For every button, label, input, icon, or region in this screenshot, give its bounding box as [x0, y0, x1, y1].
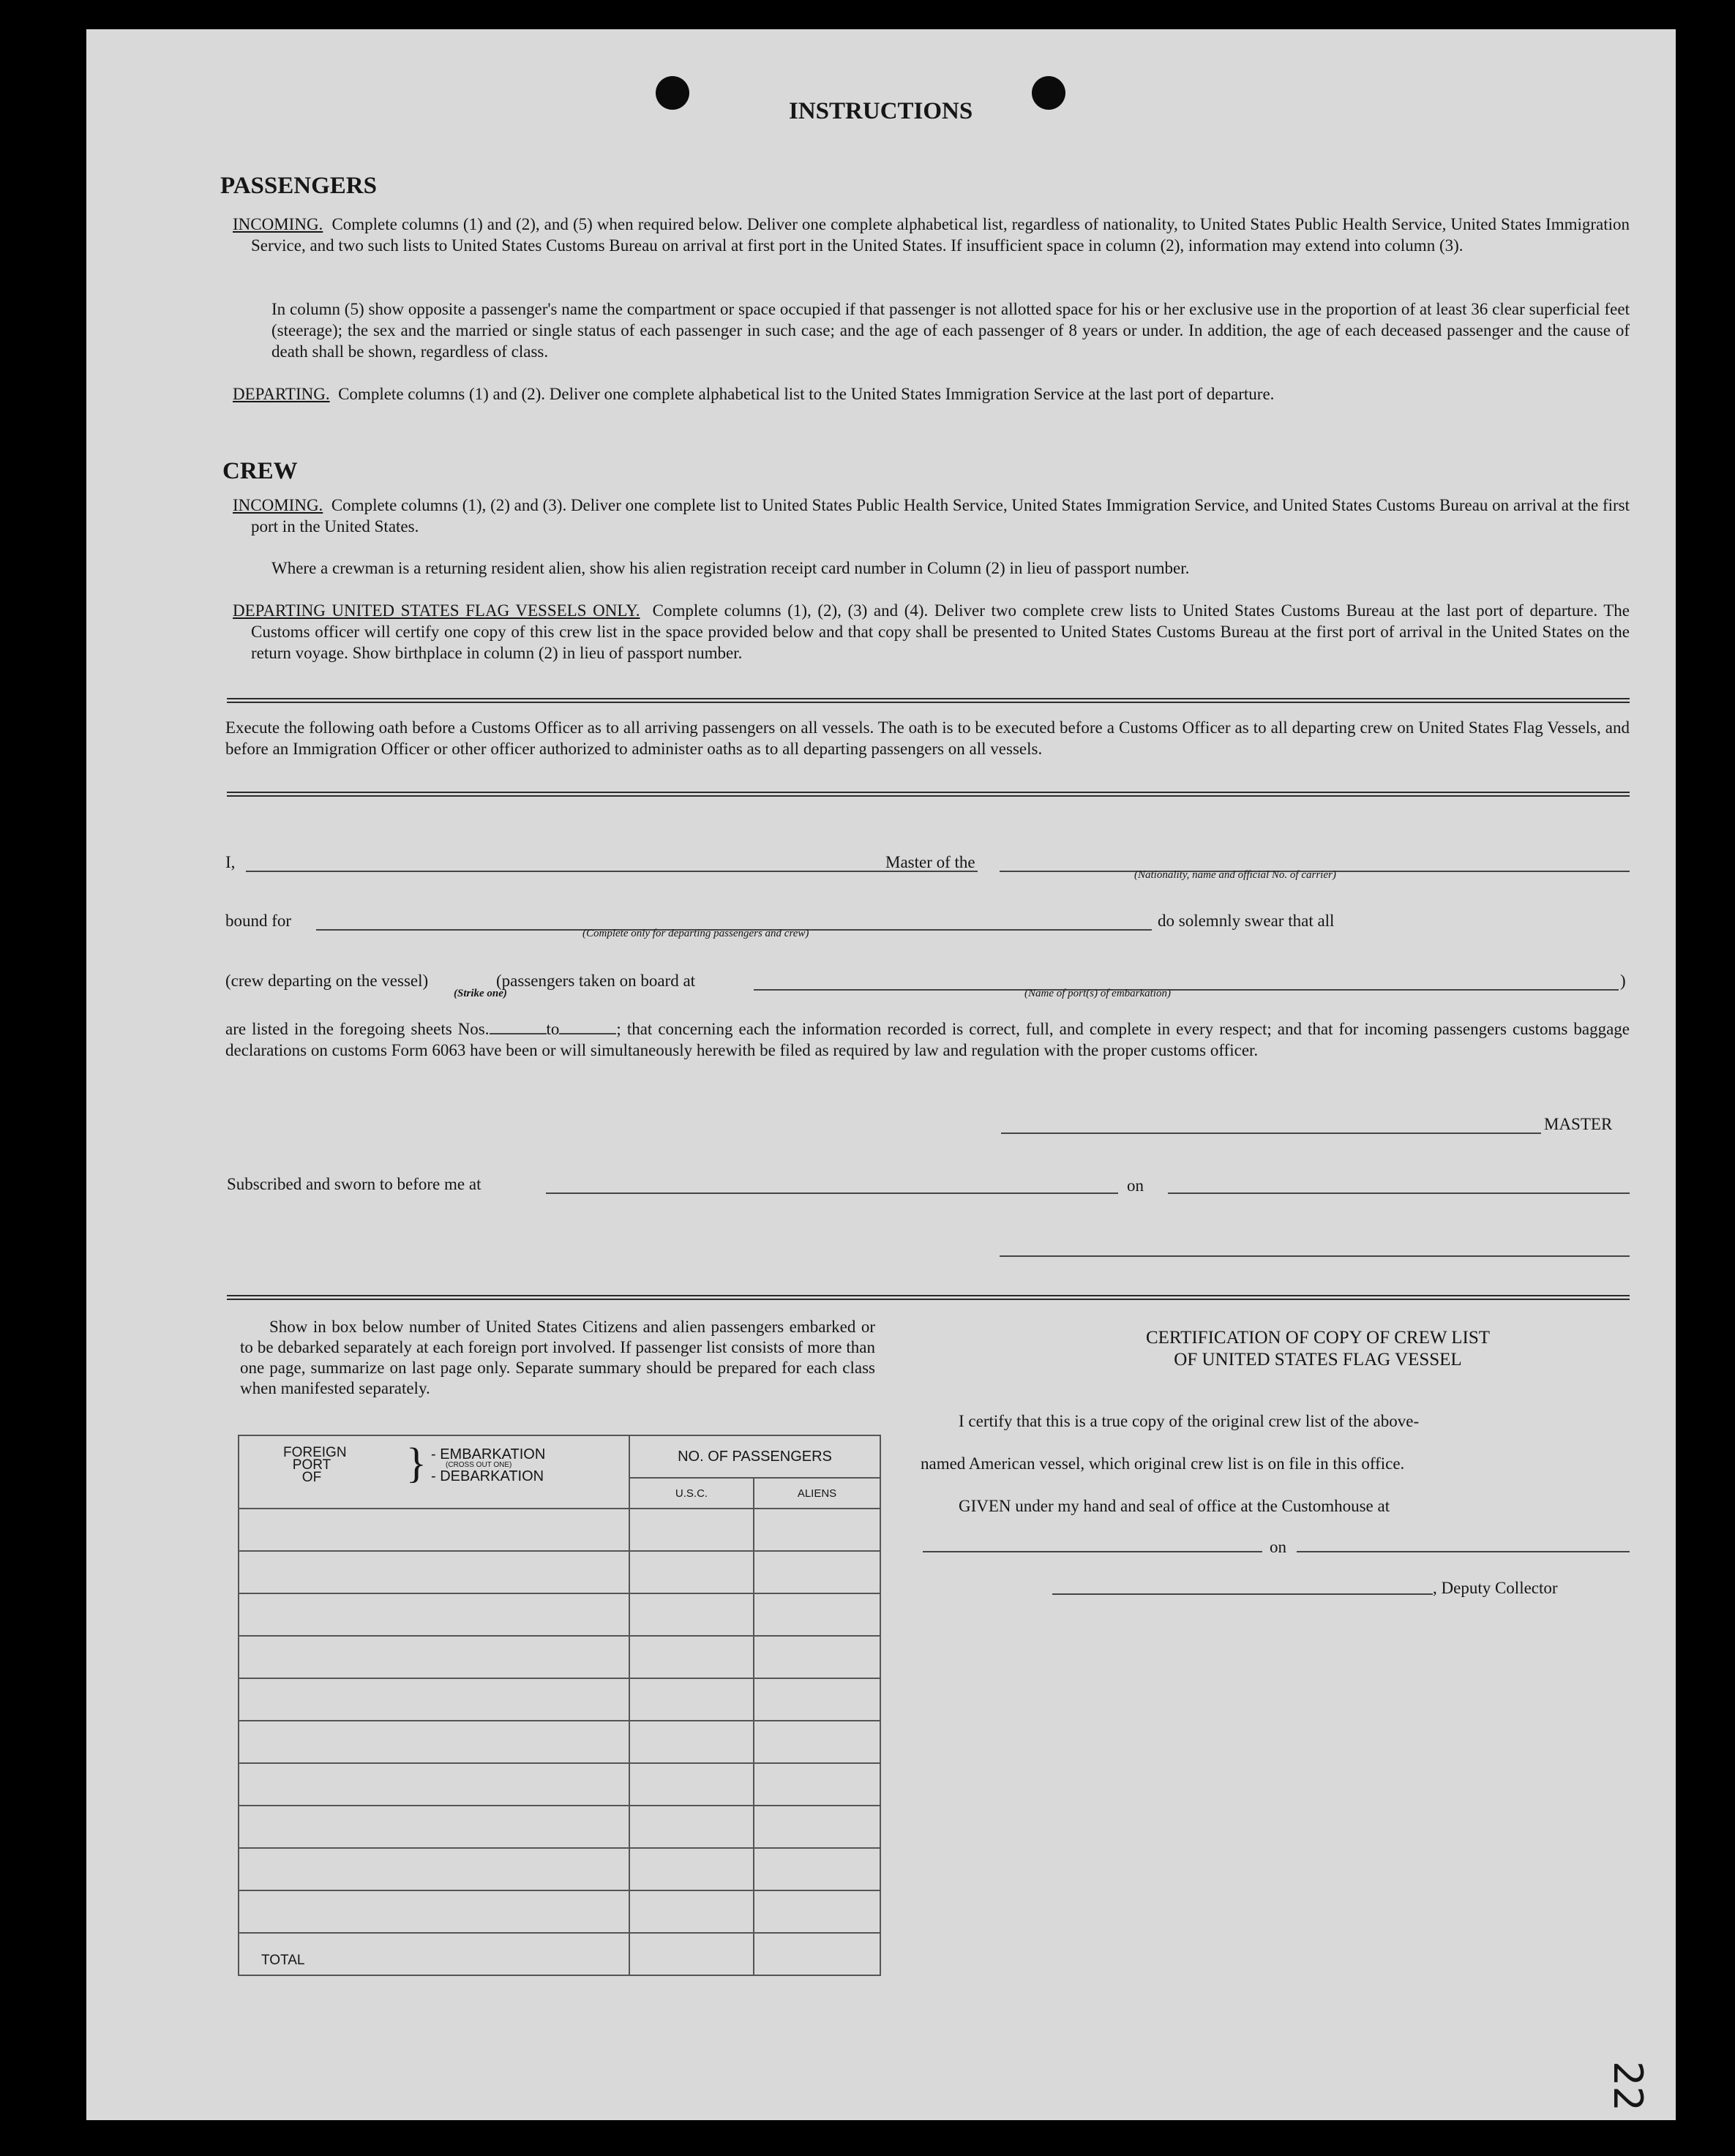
page-number: 22 — [1604, 2061, 1651, 2111]
usc-cell[interactable] — [629, 1509, 754, 1551]
crew-departing-text: Complete columns (1), (2), (3) and (4). Deliver two complete crew lists to United States Customs Bureau at the last port of departure. The Customs officer will certify one copy of this crew list in the space provided below and that copy shall be presented to United States Customs Bureau at the first port of arrival in the United States on the return voyage. Show birthplace in column (2) in lieu of passport number. — [251, 601, 1630, 662]
port-cell[interactable] — [239, 1890, 629, 1933]
officer-signature-field[interactable] — [1000, 1255, 1630, 1257]
swear-label: do solemnly swear that all — [1158, 912, 1335, 930]
crew-departing-option: (crew departing on the vessel) — [225, 972, 429, 990]
port-caption: (Name of port(s) of embarkation) — [1024, 988, 1171, 999]
port-header-cell — [239, 1435, 629, 1509]
embarkation-label: - EMBARKATION — [431, 1446, 546, 1462]
punch-hole-left — [656, 76, 689, 110]
aliens-cell[interactable] — [754, 1763, 880, 1806]
certification-line2: named American vessel, which original crew list is on file in this office. — [921, 1454, 1405, 1473]
crew-incoming-text: Complete columns (1), (2) and (3). Deliver one complete list to United States Public Health Service, United States Immigration Service, and United States Customs Bureau on arrival at the first port in the United States. — [251, 496, 1630, 536]
table-row — [239, 1509, 880, 1551]
bound-for-label: bound for — [225, 912, 292, 930]
master-label: MASTER — [1544, 1115, 1613, 1133]
passengers-heading: PASSENGERS — [220, 173, 377, 199]
listed-paragraph — [225, 1018, 1630, 1061]
aliens-total-cell[interactable] — [754, 1933, 880, 1975]
passengers-departing-paragraph — [233, 383, 1630, 405]
foreign-label: FOREIGN — [283, 1445, 347, 1460]
listed-part1: are listed in the foregoing sheets Nos. — [225, 1020, 490, 1038]
aliens-cell[interactable] — [754, 1890, 880, 1933]
deputy-collector-field[interactable] — [1052, 1593, 1433, 1595]
certification-line1: I certify that this is a true copy of the original crew list of the above- — [959, 1412, 1420, 1430]
table-row — [239, 1721, 880, 1763]
aliens-cell[interactable] — [754, 1636, 880, 1678]
embarkation-port-field[interactable] — [754, 989, 1619, 991]
customhouse-field[interactable] — [923, 1551, 1262, 1552]
crew-incoming-label: INCOMING. — [233, 496, 323, 514]
sworn-date-field[interactable] — [1168, 1192, 1630, 1194]
close-paren: ) — [1620, 972, 1626, 990]
passengers-taken-option: (passengers taken on board at — [496, 972, 696, 990]
no-passengers-header: NO. OF PASSENGERS — [629, 1435, 880, 1478]
divider-oath — [227, 792, 1630, 797]
usc-cell[interactable] — [629, 1678, 754, 1721]
oath-intro: Execute the following oath before a Customs Officer as to all arriving passengers on all vessels. The oath is to be executed before a Customs Officer as to all departing crew on United States Flag Vessels, and before an Immigration Officer or other officer authorized to administer oaths as to all departing passengers on all vessels. — [225, 718, 1630, 758]
port-cell[interactable] — [239, 1721, 629, 1763]
brace-icon: } — [406, 1439, 427, 1487]
total-row — [239, 1933, 880, 1975]
port-cell[interactable] — [239, 1551, 629, 1593]
passengers-column5-paragraph: In column (5) show opposite a passenger's name the compartment or space occupied if that passenger is not allotted space for his or her exclusive use in the proportion of at least 36 clear superficial feet (steerage); the sex and the married or single status of each passenger in such case; and the age of each passenger of 8 years or under. In addition, the age of each deceased passenger and the cause of death shall be shown, regardless of class. — [271, 300, 1630, 361]
port-cell[interactable] — [239, 1806, 629, 1848]
table-row — [239, 1806, 880, 1848]
port-header-label — [283, 1445, 347, 1485]
crew-heading: CREW — [222, 458, 298, 484]
of-label: OF — [301, 1470, 322, 1485]
page-title: INSTRUCTIONS — [789, 98, 973, 124]
port-label: PORT — [292, 1457, 331, 1473]
listed-to: to — [546, 1020, 560, 1038]
subscribed-label: Subscribed and sworn to before me at — [227, 1175, 481, 1193]
summary-instructions: Show in box below number of United States Citizens and alien passengers embarked or to be debarked separately at each foreign port involved. If passenger list consists of more than one page, summarize on last page only. Separate summary should be prepared for each class when manifested separately. — [240, 1318, 875, 1397]
aliens-cell[interactable] — [754, 1678, 880, 1721]
usc-cell[interactable] — [629, 1636, 754, 1678]
divider-bottom — [227, 1295, 1630, 1300]
usc-cell[interactable] — [629, 1806, 754, 1848]
port-cell[interactable] — [239, 1509, 629, 1551]
crew-incoming-paragraph — [233, 495, 1630, 537]
passengers-incoming-label: INCOMING. — [233, 215, 323, 233]
table-row — [239, 1678, 880, 1721]
passenger-summary-table — [238, 1435, 881, 1976]
aliens-cell[interactable] — [754, 1551, 880, 1593]
usc-header: U.S.C. — [629, 1478, 754, 1509]
table-row — [239, 1636, 880, 1678]
certification-date-field[interactable] — [1297, 1551, 1630, 1552]
aliens-cell[interactable] — [754, 1509, 880, 1551]
form-page — [86, 29, 1676, 2120]
crew-departing-paragraph — [233, 600, 1630, 664]
usc-cell[interactable] — [629, 1763, 754, 1806]
strike-one-caption: (Strike one) — [454, 988, 507, 999]
certification-heading-line2: OF UNITED STATES FLAG VESSEL — [1174, 1350, 1462, 1370]
certification-line3: GIVEN under my hand and seal of office at the Customhouse at — [959, 1497, 1390, 1515]
certification-on-label: on — [1270, 1538, 1286, 1556]
table-row — [239, 1593, 880, 1636]
master-signature-field[interactable] — [1001, 1133, 1541, 1134]
listed-part2: ; that concerning each the information recorded is correct, full, and complete in every respect; and — [616, 1020, 1302, 1038]
total-label: TOTAL — [239, 1933, 629, 1975]
passengers-departing-label: DEPARTING. — [233, 385, 330, 403]
port-cell[interactable] — [239, 1636, 629, 1678]
deputy-collector-label: , Deputy Collector — [1433, 1579, 1558, 1597]
table-row — [239, 1890, 880, 1933]
crew-alien-paragraph: Where a crewman is a returning resident alien, show his alien registration receipt card number in Column (2) in lieu of passport number. — [271, 559, 1190, 577]
oath-i-label: I, — [225, 853, 236, 871]
sworn-on-label: on — [1127, 1176, 1144, 1195]
passengers-incoming-paragraph — [233, 214, 1630, 256]
usc-cell[interactable] — [629, 1848, 754, 1890]
master-name-field[interactable] — [246, 871, 978, 872]
sheet-to-field[interactable] — [559, 1020, 616, 1034]
table-row — [239, 1848, 880, 1890]
table-row — [239, 1551, 880, 1593]
usc-cell[interactable] — [629, 1593, 754, 1636]
passengers-departing-text: Complete columns (1) and (2). Deliver one complete alphabetical list to the United States Immigration Service at the last port of departure. — [338, 385, 1275, 403]
passengers-incoming-text: Complete columns (1) and (2), and (5) when required below. Deliver one complete alphabetical list, regardless of nationality, to United States Public Health Service, United States Immigration Service, and two such lists to United States Customs Bureau on arrival at first port in the United States. If insufficient space in column (2), information may extend into column (3). — [251, 215, 1630, 255]
table-row — [239, 1763, 880, 1806]
certification-heading — [1012, 1327, 1624, 1371]
aliens-cell[interactable] — [754, 1848, 880, 1890]
carrier-caption: (Nationality, name and official No. of carrier) — [1134, 869, 1336, 881]
port-cell[interactable] — [239, 1593, 629, 1636]
aliens-cell[interactable] — [754, 1593, 880, 1636]
listed-rest: that for incoming passengers customs baggage declarations on customs Form 6063 have been or will simultaneously herewith be filed as required by law and regulation with the proper customs officer. — [225, 1020, 1630, 1059]
usc-total-cell[interactable] — [629, 1933, 754, 1975]
sworn-place-field[interactable] — [546, 1192, 1118, 1194]
aliens-cell[interactable] — [754, 1806, 880, 1848]
crew-departing-label: DEPARTING UNITED STATES FLAG VESSELS ONLY. — [233, 601, 640, 620]
sheet-from-field[interactable] — [490, 1020, 547, 1034]
debarkation-label: - DEBARKATION — [431, 1468, 544, 1484]
usc-cell[interactable] — [629, 1551, 754, 1593]
aliens-header: ALIENS — [754, 1478, 880, 1509]
port-cell[interactable] — [239, 1678, 629, 1721]
usc-cell[interactable] — [629, 1890, 754, 1933]
bound-for-caption: (Complete only for departing passengers and crew) — [582, 928, 809, 939]
divider-top — [227, 698, 1630, 703]
master-of-the-label: Master of the — [885, 853, 975, 871]
usc-cell[interactable] — [629, 1721, 754, 1763]
certification-heading-line1: CERTIFICATION OF COPY OF CREW LIST — [1145, 1328, 1491, 1348]
cross-out-label: (CROSS OUT ONE) — [446, 1461, 512, 1469]
port-cell[interactable] — [239, 1848, 629, 1890]
punch-hole-right — [1032, 76, 1065, 110]
aliens-cell[interactable] — [754, 1721, 880, 1763]
port-cell[interactable] — [239, 1763, 629, 1806]
